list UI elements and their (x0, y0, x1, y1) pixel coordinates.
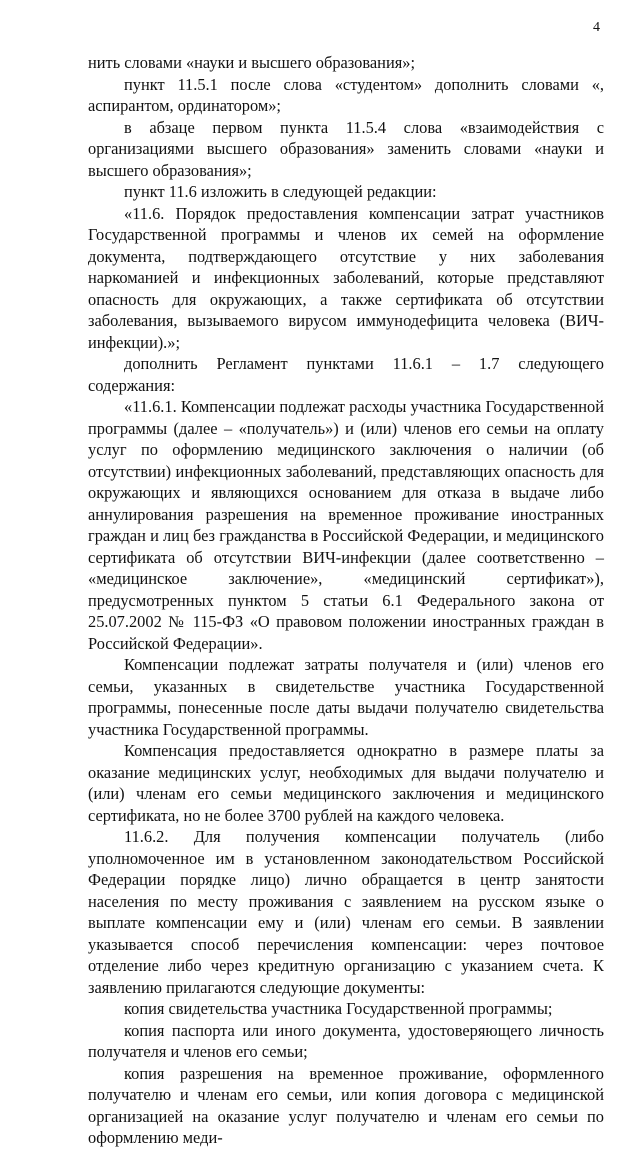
paragraph-continuation: нить словами «науки и высшего образования»; (88, 53, 416, 72)
list-item-certificate-copy: копия свидетельства участника Государственной программы; (124, 999, 553, 1018)
paragraph-compensation-costs: Компенсации подлежат затраты получателя и (или) членов его семьи, указанных в свидетельстве участника Государственной программы, понесенные после даты выдачи получателю свидетельства участника Государственной программы. (88, 655, 604, 739)
list-item-permit-copy: копия разрешения на временное проживание, оформленного получателю и членам его семьи, или копия договора с медицинской организацией на оказание услуг получателю и членам его семьи по оформлению меди- (88, 1063, 604, 1147)
paragraph-clause-11-6: «11.6. Порядок предоставления компенсации затрат участников Государственной программы и членов их семей на оформление документа, подтверждающего отсутствие у них заболевания наркоманией и инфекционных заболеваний, которые представляют опасность для окружающих, а также сертификата об отсутствии заболевания, вызываемого вирусом иммунодефицита человека (ВИЧ-инфекции).»; (88, 203, 604, 352)
list-item-passport-copy: копия паспорта или иного документа, удостоверяющего личность получателя и членов его семьи; (88, 1020, 604, 1061)
paragraph-amendment-11-5-1: пункт 11.5.1 после слова «студентом» дополнить словами «, аспирантом, ординатором»; (88, 74, 604, 115)
paragraph-amendment-11-6-intro: пункт 11.6 изложить в следующей редакции: (124, 182, 437, 201)
page-number: 4 (593, 20, 600, 35)
paragraph-clause-11-6-2: 11.6.2. Для получения компенсации получатель (либо уполномоченное им в установленном законодательством Российской Федерации порядке лицо) лично обращается в центр занятости населения по месту проживания с заявлением на русском языке о выплате компенсации ему и (или) членам его семьи. В заявлении указывается способ перечисления компенсации: через почтовое отделение либо через кредитную организацию с указанием счета. К заявлению прилагаются следующие документы: (88, 827, 604, 997)
paragraph-compensation-amount: Компенсация предоставляется однократно в размере платы за оказание медицинских услуг, необходимых для выдачи получателю и (или) членам его семьи медицинского заключения и медицинского сертификата, но не более 3700 рублей на каждого человека. (88, 741, 604, 825)
paragraph-supplement-intro: дополнить Регламент пунктами 11.6.1 – 1.7 следующего содержания: (88, 354, 604, 395)
paragraph-amendment-11-5-4: в абзаце первом пункта 11.5.4 слова «взаимодействия с организациями высшего образования» заменить словами «науки и высшего образования»; (88, 117, 604, 180)
paragraph-clause-11-6-1: «11.6.1. Компенсации подлежат расходы участника Государственной программы (далее – «получатель») и (или) членов его семьи на оплату услуг по оформлению медицинского заключения о наличии (об отсутствии) инфекционных заболеваний, представляющих опасность для окружающих и являющихся основанием для отказа в выдаче либо аннулирования разрешения на временное проживание иностранных граждан и лиц без гражданства в Российской Федерации, и медицинского сертификата об отсутствии ВИЧ-инфекции (далее соответственно – «медицинское заключение», «медицинский сертификат»), предусмотренных пунктом 5 статьи 6.1 Федерального закона от 25.07.2002 № 115-ФЗ «О правовом положении иностранных граждан в Российской Федерации». (88, 397, 604, 653)
document-body (88, 52, 604, 1149)
